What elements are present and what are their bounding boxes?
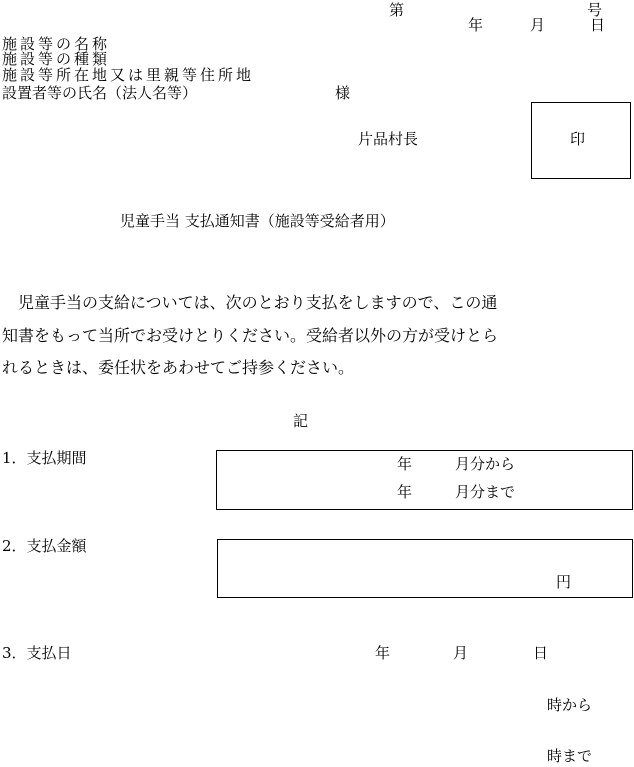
- period-from-month: 月分から: [455, 455, 516, 473]
- payment-date-year: 年: [375, 644, 391, 662]
- body-line-3: れるときは、委任状をあわせてご持参ください。: [2, 358, 355, 377]
- seal-box: [531, 102, 631, 179]
- establisher-label: 設置者等の氏名（法人名等）: [2, 84, 198, 102]
- body-line-1: 児童手当の支給については、次のとおり支払をしますので、この通: [2, 293, 498, 312]
- payment-amount-box: [217, 539, 633, 598]
- payment-time-from: 時から: [547, 696, 593, 714]
- facility-type-label: 施設等の種類: [2, 50, 111, 68]
- payment-time-to: 時まで: [547, 747, 593, 765]
- issuer-name: 片品村長: [358, 130, 419, 148]
- payment-period-label: 1．支払期間: [2, 449, 87, 467]
- number-prefix: 第: [389, 1, 405, 19]
- yen-unit: 円: [556, 573, 572, 591]
- payment-date-label: 3．支払日: [2, 644, 72, 662]
- period-to-month: 月分まで: [455, 483, 516, 501]
- body-line-2: 知書をもって当所でお受けとりください。受給者以外の方が受けとら: [2, 326, 499, 345]
- facility-name-label: 施設等の名称: [2, 35, 111, 53]
- payment-amount-label: 2．支払金額: [2, 537, 87, 555]
- document-title: 児童手当 支払通知書（施設等受給者用）: [120, 212, 395, 230]
- period-from-year: 年: [397, 455, 413, 473]
- date-month-label: 月: [530, 16, 546, 34]
- date-year-label: 年: [468, 16, 484, 34]
- number-suffix: 号: [587, 1, 603, 19]
- period-to-year: 年: [397, 483, 413, 501]
- facility-address-label: 施設等所在地又は里親等住所地: [2, 66, 255, 84]
- payment-date-month: 月: [453, 644, 469, 662]
- seal-label: 印: [570, 130, 586, 148]
- date-day-label: 日: [590, 16, 606, 34]
- ki-mark: 記: [293, 412, 309, 430]
- payment-date-day: 日: [533, 644, 549, 662]
- payment-period-box: [216, 450, 633, 510]
- honorific: 様: [335, 84, 351, 102]
